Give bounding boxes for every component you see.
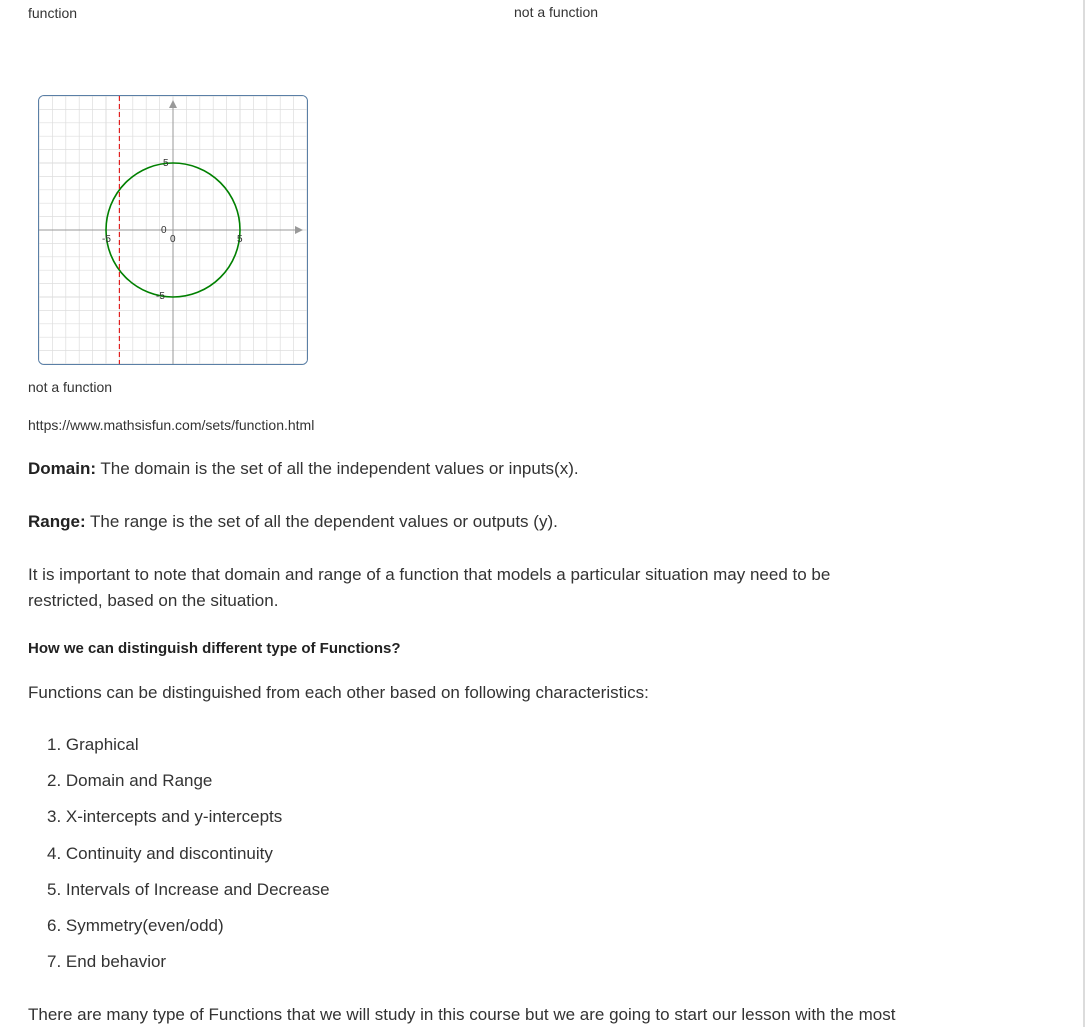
caption-not-a-function-top: not a function: [514, 4, 599, 20]
caption-not-a-function-under-graph: not a function: [28, 379, 113, 395]
domain-label: Domain:: [28, 459, 96, 478]
x-tick-label-5: 5: [237, 234, 243, 245]
range-label: Range:: [28, 512, 86, 531]
x-tick-label-neg5: -5: [102, 234, 111, 245]
list-item: 2. Domain and Range: [47, 771, 213, 791]
y-axis-arrow: [169, 100, 177, 108]
domain-range-note: It is important to note that domain and range of a function that models a particular situation may need to be restricted, based on the situation.: [28, 565, 831, 610]
range-text: The range is the set of all the dependent values or outputs (y).: [85, 512, 558, 531]
list-item: 5. Intervals of Increase and Decrease: [47, 879, 330, 899]
domain-text: The domain is the set of all the independent values or inputs(x).: [96, 459, 579, 478]
x-axis-arrow: [295, 226, 303, 234]
list-item: 3. X-intercepts and y-intercepts: [47, 807, 283, 827]
list-item: 1. Graphical: [47, 735, 139, 754]
x-tick-label-0: 0: [170, 234, 176, 245]
caption-function: function: [28, 5, 78, 21]
graph-axes: [39, 100, 303, 364]
list-item: 7. End behavior: [47, 952, 167, 972]
list-item: 6. Symmetry(even/odd): [47, 915, 224, 935]
y-tick-label-5: 5: [163, 158, 169, 169]
graph-canvas: [39, 96, 307, 364]
domain-definition: [28, 456, 928, 482]
distinguish-heading: How we can distinguish different type of Functions?: [28, 640, 401, 657]
source-link[interactable]: https://www.mathsisfun.com/sets/function.html: [28, 417, 315, 433]
circle-graph: [38, 95, 308, 365]
characteristics-list: [47, 732, 330, 985]
y-tick-label-0: 0: [161, 225, 167, 236]
distinguish-intro: Functions can be distinguished from each other based on following characteristics:: [28, 683, 649, 702]
y-tick-label-neg5: -5: [156, 291, 165, 302]
list-item: 4. Continuity and discontinuity: [47, 843, 273, 863]
closing-paragraph: There are many type of Functions that we will study in this course but we are going to start our lesson with the most: [28, 1005, 896, 1024]
range-definition: [28, 509, 928, 535]
